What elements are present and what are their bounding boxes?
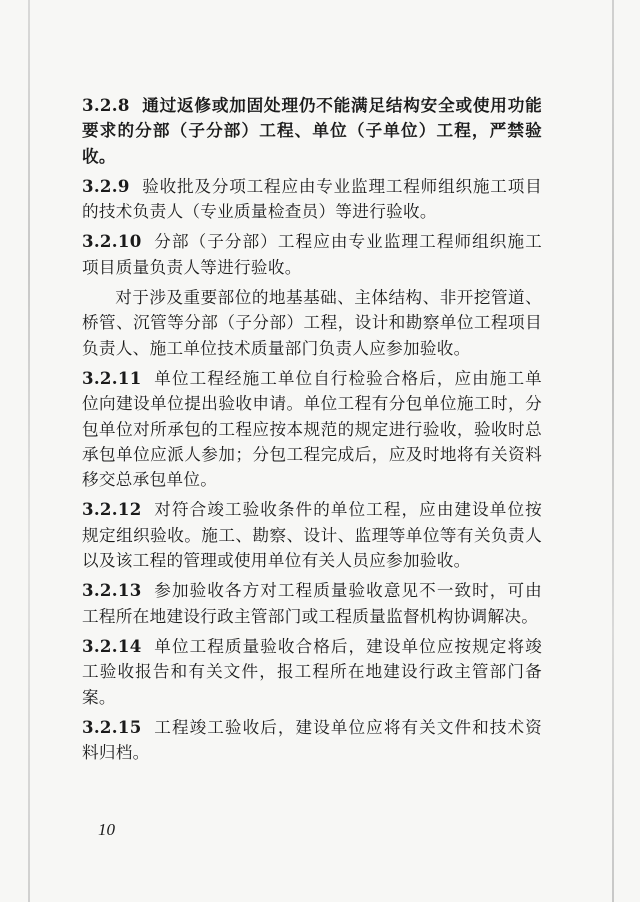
clause-number: 3.2.11	[82, 367, 142, 388]
clause-3-2-14	[82, 634, 542, 710]
clause-text: 验收批及分项工程应由专业监理工程师组织施工项目的技术负责人（专业质量检查员）等进行验收。	[82, 176, 542, 222]
page-body	[82, 93, 542, 770]
clause-text: 单位工程质量验收合格后，建设单位应按规定将竣工验收报告和有关文件，报工程所在地建设行政主管部门备案。	[82, 636, 542, 707]
clause-3-2-13	[82, 578, 542, 629]
scan-edge-left	[28, 0, 30, 902]
clause-number: 3.2.13	[82, 580, 142, 601]
clause-text: 对于涉及重要部位的地基基础、主体结构、非开挖管道、桥管、沉管等分部（子分部）工程，设计和勘察单位工程项目负责人、施工单位技术质量部门负责人应参加验收。	[82, 288, 542, 358]
clause-text: 通过返修或加固处理仍不能满足结构安全或使用功能要求的分部（子分部）工程、单位（子单位）工程，严禁验收。	[82, 95, 542, 166]
clause-number: 3.2.9	[82, 175, 130, 196]
clause-text: 参加验收各方对工程质量验收意见不一致时，可由工程所在地建设行政主管部门或工程质量监督机构协调解决。	[82, 581, 542, 626]
clause-number: 3.2.14	[82, 635, 142, 656]
clause-3-2-11	[82, 366, 542, 492]
clause-text: 分部（子分部）工程应由专业监理工程师组织施工项目质量负责人等进行验收。	[82, 232, 542, 277]
clause-3-2-10-paragraph	[82, 285, 542, 361]
clause-text: 单位工程经施工单位自行检验合格后，应由施工单位向建设单位提出验收申请。单位工程有分包单位施工时，分包单位对所承包的工程应按本规范的规定进行验收，验收时总承包单位应派人参加；分包工程完成后，应及时地将有关资料移交总承包单位。	[82, 368, 542, 490]
clause-3-2-9	[82, 174, 542, 225]
clause-number: 3.2.15	[82, 716, 142, 737]
clause-number: 3.2.8	[82, 95, 130, 115]
clause-3-2-15	[82, 715, 542, 766]
clause-3-2-10	[82, 229, 542, 280]
clause-number: 3.2.12	[82, 499, 142, 520]
clause-text: 工程竣工验收后，建设单位应将有关文件和技术资料归档。	[82, 717, 542, 763]
clause-text: 对符合竣工验收条件的单位工程，应由建设单位按规定组织验收。施工、勘察、设计、监理等单位等有关负责人以及该工程的管理或使用单位有关人员应参加验收。	[82, 500, 542, 571]
scan-edge-right	[612, 0, 614, 902]
page-number: 10	[98, 820, 115, 839]
clause-number: 3.2.10	[82, 231, 142, 252]
clause-3-2-8	[82, 93, 542, 169]
clause-3-2-12	[82, 497, 542, 573]
